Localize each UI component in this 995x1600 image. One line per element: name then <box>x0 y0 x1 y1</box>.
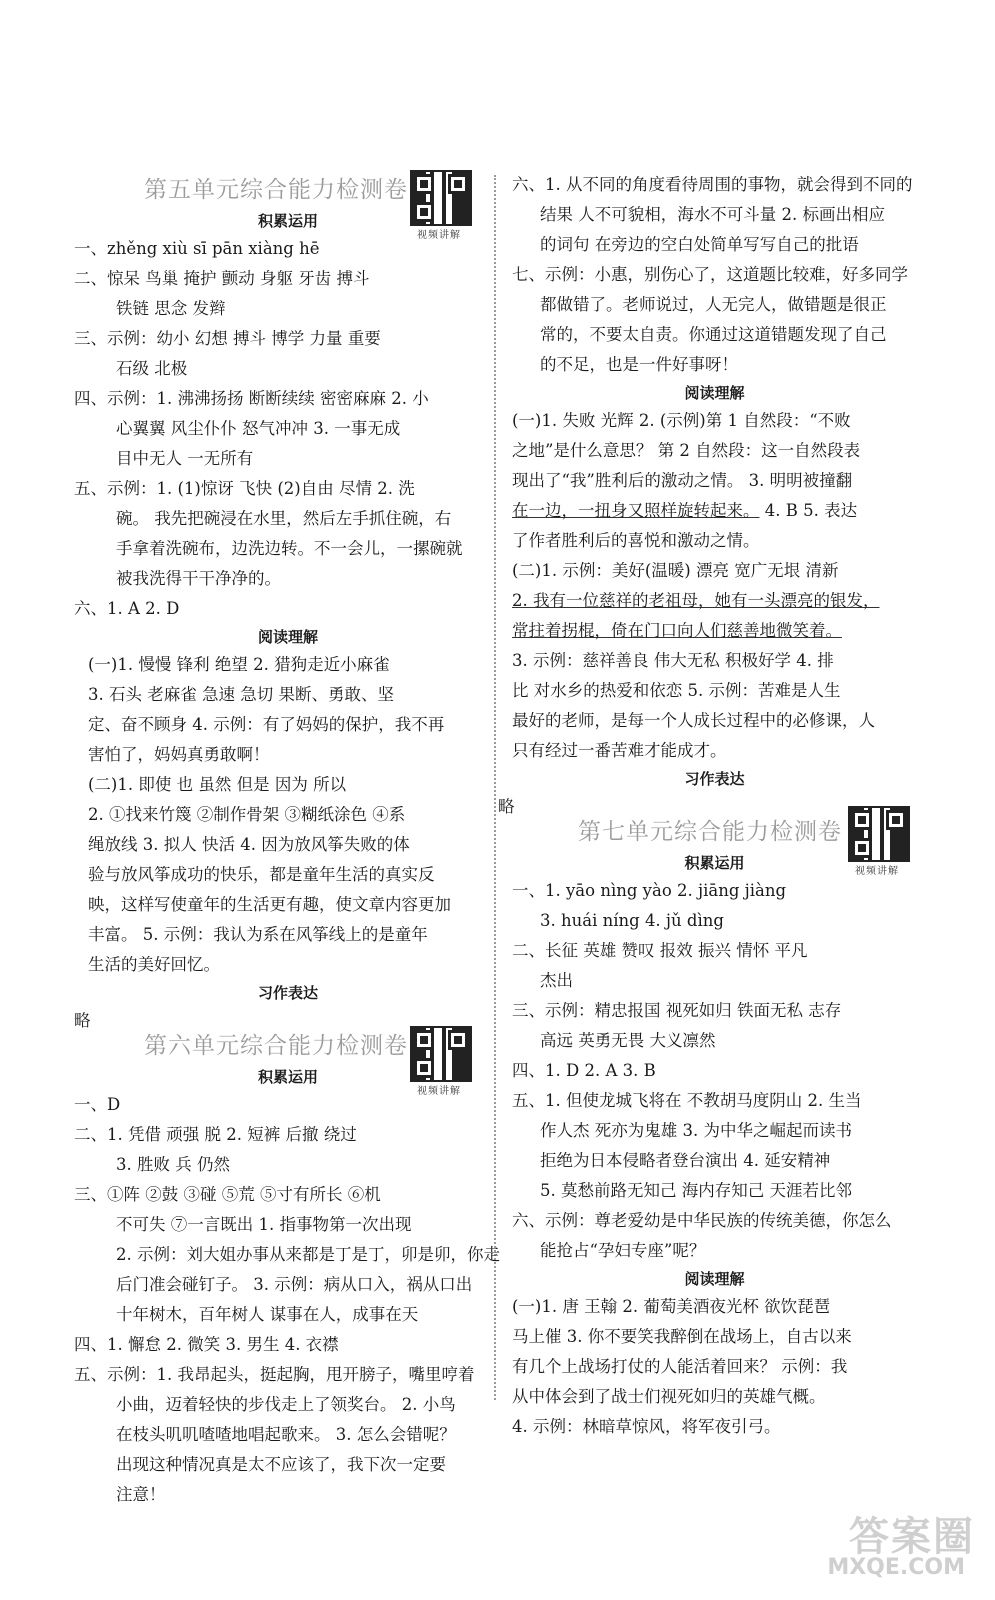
reading-line: 绳放线 3. 拟人 快活 4. 因为放风筝失败的体 <box>88 835 410 854</box>
answer-line: 后门准会碰钉子。 3. 示例：病从口入，祸从口出 <box>116 1275 473 1294</box>
section-title-yuedu: 阅读理解 <box>684 384 745 402</box>
reading-line: 害怕了，妈妈真勇敢啊！ <box>88 745 270 764</box>
answer-line: 铁链 思念 发辫 <box>116 299 226 318</box>
reading-line: 验与放风筝成功的快乐，都是童年生活的真实反 <box>88 865 435 884</box>
section-title-jilei: 积累运用 <box>257 212 318 230</box>
answer-line: 石级 北极 <box>116 359 188 378</box>
reading-line: 现出了“我”胜利后的激动之情。 3. 明明被撞翻 <box>512 471 853 490</box>
section-title-yuedu: 阅读理解 <box>684 1270 745 1288</box>
answer-line: 3. 胜败 兵 仍然 <box>116 1155 230 1174</box>
reading-text: 4. B 5. 表达 <box>759 501 858 520</box>
answer-line: 结果 人不可貌相，海水不可斗量 2. 标画出相应 <box>540 205 885 224</box>
reading-line: (二)1. 示例：美好(温暖) 漂亮 宽广无垠 清新 <box>512 561 839 580</box>
qr-caption: 视频讲解 <box>417 1086 461 1097</box>
answer-line: 高远 英勇无畏 大义凛然 <box>540 1031 716 1050</box>
answer-line: 碗。 我先把碗浸在水里，然后左手抓住碗，右 <box>116 509 452 528</box>
section-title-xizuo: 习作表达 <box>257 984 318 1002</box>
answer-line: 出现这种情况真是太不应该了，我下次一定要 <box>116 1455 446 1474</box>
lue-text: 略 <box>498 797 515 816</box>
answer-line: 5. 莫愁前路无知己 海内存知己 天涯若比邻 <box>540 1181 852 1200</box>
reading-line: 比 对水乡的热爱和依恋 5. 示例：苦难是人生 <box>512 681 841 700</box>
qr-caption: 视频讲解 <box>855 866 899 877</box>
reading-line: 生活的美好回忆。 <box>88 955 220 974</box>
answer-line: 五、示例：1. 我昂起头，挺起胸，甩开膀子，嘴里哼着 <box>74 1365 475 1384</box>
reading-line: (一)1. 失败 光辉 2. (示例)第 1 自然段：“不败 <box>512 411 851 430</box>
section-title-yuedu: 阅读理解 <box>257 628 318 646</box>
answer-line: 的词句 在旁边的空白处简单写写自己的批语 <box>540 235 859 254</box>
answer-line: 被我洗得干干净净的。 <box>116 569 281 588</box>
answer-line: 手拿着洗碗布，边洗边转。不一会儿，一摞碗就 <box>116 539 463 558</box>
section-title-jilei: 积累运用 <box>684 854 745 872</box>
answer-line: 三、示例：幼小 幻想 搏斗 博学 力量 重要 <box>74 329 381 348</box>
answer-line: 二、惊呆 鸟巢 掩护 颤动 身躯 牙齿 搏斗 <box>74 269 370 288</box>
reading-line: 只有经过一番苦难才能成才。 <box>512 741 727 760</box>
reading-line: 3. 石头 老麻雀 急速 急切 果断、勇敢、坚 <box>88 685 394 704</box>
answer-line: 十年树木，百年树人 谋事在人，成事在天 <box>116 1305 419 1324</box>
answer-line: 目中无人 一无所有 <box>116 449 254 468</box>
reading-line: 最好的老师，是每一个人成长过程中的必修课，人 <box>512 711 875 730</box>
answer-line: 不可失 ⑦一言既出 1. 指事物第一次出现 <box>116 1215 412 1234</box>
answer-line: 五、示例：1. (1)惊讶 飞快 (2)自由 尽情 2. 洗 <box>74 479 415 498</box>
left-column <box>74 168 500 1510</box>
unit7-title: 第七单元综合能力检测卷 <box>578 819 842 845</box>
reading-line: 从中体会到了战士们视死如归的英雄气概。 <box>512 1387 826 1406</box>
reading-line: 4. 示例：林暗草惊风，将军夜引弓。 <box>512 1417 781 1436</box>
section-title-jilei: 积累运用 <box>257 1068 318 1086</box>
answer-line: 二、长征 英雄 赞叹 报效 振兴 情怀 平凡 <box>512 941 808 960</box>
answer-line: 六、1. 从不同的角度看待周围的事物，就会得到不同的 <box>512 175 913 194</box>
qr-code-icon[interactable] <box>848 806 910 862</box>
answer-line: 在枝头叽叽喳喳地唱起歌来。 3. 怎么会错呢？ <box>116 1425 456 1444</box>
answer-line: 六、1. A 2. D <box>74 599 180 618</box>
reading-line: 3. 示例：慈祥善良 伟大无私 积极好学 4. 排 <box>512 651 834 670</box>
answer-line: 的不足，也是一件好事呀！ <box>540 355 738 374</box>
reading-line: 映，这样写使童年的生活更有趣，使文章内容更加 <box>88 895 451 914</box>
reading-line: (二)1. 即使 也 虽然 但是 因为 所以 <box>88 775 347 794</box>
answer-line: 都做错了。老师说过，人无完人，做错题是很正 <box>540 295 887 314</box>
reading-line: 有几个上战场打仗的人能活着回来？ 示例：我 <box>512 1357 848 1376</box>
column-divider <box>494 175 496 1400</box>
answer-line: 能抢占“孕妇专座”呢？ <box>540 1241 706 1260</box>
answer-line: 七、示例：小惠，别伤心了，这道题比较难，好多同学 <box>512 265 908 284</box>
reading-line: 2. ①找来竹篾 ②制作骨架 ③糊纸涂色 ④系 <box>88 805 406 824</box>
answer-line: 作人杰 死亦为鬼雄 3. 为中华之崛起而读书 <box>540 1121 852 1140</box>
answer-line: 三、①阵 ②鼓 ③碰 ⑤荒 ⑤寸有所长 ⑥机 <box>74 1185 381 1204</box>
unit5-title: 第五单元综合能力检测卷 <box>144 177 408 203</box>
qr-code-icon[interactable] <box>410 170 472 226</box>
reading-line: 定、奋不顾身 4. 示例：有了妈妈的保护，我不再 <box>88 715 445 734</box>
answer-line: 一、zhěng xiù sī pān xiàng hē <box>74 239 320 258</box>
qr-caption: 视频讲解 <box>417 230 461 241</box>
answer-line: 杰出 <box>540 971 573 990</box>
answer-line: 五、1. 但使龙城飞将在 不教胡马度阴山 2. 生当 <box>512 1091 862 1110</box>
answer-line: 拒绝为日本侵略者登台演出 4. 延安精神 <box>540 1151 831 1170</box>
lue-text: 略 <box>74 1011 91 1030</box>
answer-line: 二、1. 凭借 顽强 脱 2. 短裤 后撤 绕过 <box>74 1125 357 1144</box>
watermark-url: MXQE.COM <box>827 1555 965 1580</box>
answer-line: 四、示例：1. 沸沸扬扬 断断续续 密密麻麻 2. 小 <box>74 389 429 408</box>
qr-code-icon[interactable] <box>410 1026 472 1082</box>
answer-line: 心翼翼 风尘仆仆 怒气冲冲 3. 一事无成 <box>116 419 401 438</box>
answer-line: 六、示例：尊老爱幼是中华民族的传统美德，你怎么 <box>512 1211 892 1230</box>
answer-line: 一、1. yāo nìng yào 2. jiāng jiàng <box>512 881 787 900</box>
reading-line: (一)1. 唐 王翰 2. 葡萄美酒夜光杯 欲饮琵琶 <box>512 1297 831 1316</box>
right-column <box>498 170 917 1442</box>
reading-line: 之地”是什么意思？ 第 2 自然段：这一自然段表 <box>512 441 861 460</box>
answer-line: 一、D <box>74 1095 121 1114</box>
reading-line: 丰富。 5. 示例：我认为系在风筝线上的是童年 <box>88 925 428 944</box>
watermark-logo: 答案圈 <box>849 1514 975 1560</box>
reading-line: 了作者胜利后的喜悦和激动之情。 <box>512 531 760 550</box>
answer-line: 四、1. 懈怠 2. 微笑 3. 男生 4. 衣襟 <box>74 1335 339 1354</box>
answer-line: 四、1. D 2. A 3. B <box>512 1061 656 1080</box>
answer-line: 2. 示例：刘大姐办事从来都是丁是丁，卯是卯，你走 <box>116 1245 500 1264</box>
underlined-sentence: 常拄着拐棍，倚在门口向人们慈善地微笑着。 <box>512 621 842 640</box>
underlined-sentence: 在一边，一扭身又照样旋转起来。 <box>512 501 760 520</box>
reading-line <box>512 496 917 526</box>
reading-line: (一)1. 慢慢 锋利 绝望 2. 猎狗走近小麻雀 <box>88 655 390 674</box>
answer-line: 三、示例：精忠报国 视死如归 铁面无私 志存 <box>512 1001 842 1020</box>
underlined-sentence: 2. 我有一位慈祥的老祖母，她有一头漂亮的银发， <box>512 591 880 610</box>
answer-line: 常的，不要太自责。你通过这道错题发现了自己 <box>540 325 887 344</box>
answer-line: 注意！ <box>116 1485 166 1504</box>
reading-line: 马上催 3. 你不要笑我醉倒在战场上，自古以来 <box>512 1327 852 1346</box>
answer-line: 3. huái níng 4. jǔ dìng <box>540 911 724 930</box>
unit6-title: 第六单元综合能力检测卷 <box>144 1033 408 1059</box>
answer-line: 小曲，迈着轻快的步伐走上了领奖台。 2. 小鸟 <box>116 1395 456 1414</box>
section-title-xizuo: 习作表达 <box>684 770 745 788</box>
